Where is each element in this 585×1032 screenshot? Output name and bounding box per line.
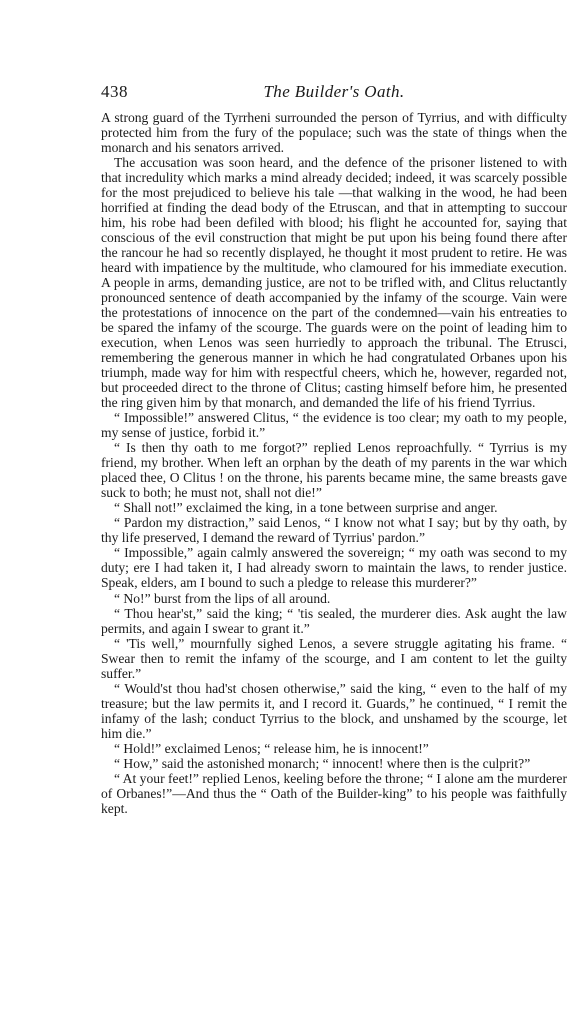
paragraph: “ No!” burst from the lips of all around. <box>114 590 331 606</box>
paragraph: “ At your feet!” replied Lenos, keeling before the throne; “ I alone am the murderer of Orbanes!”—And thus the “ Oath of the Builder-king” to his people was faithfully kept. <box>101 770 567 816</box>
paragraph: “ Pardon my distraction,” said Lenos, “ I know not what I say; but by thy oath, by thy life preserved, I demand the reward of Tyrrius' pardon.” <box>101 515 567 546</box>
book-page <box>101 82 567 816</box>
paragraph: “ Would'st thou had'st chosen otherwise,” said the king, “ even to the half of my treasure; but the law permits it, and I record it. Guards,” he continued, “ I remit the infamy of the lash; conduct Tyrrius to the block, and unshamed by the scourge, let him die.” <box>101 680 567 741</box>
running-head <box>101 82 567 104</box>
paragraph: “ Shall not!” exclaimed the king, in a tone between surprise and anger. <box>114 500 498 516</box>
paragraph: The accusation was soon heard, and the defence of the prisoner listened to with that incredulity which marks a mind already decided; indeed, it was scarcely possible for the most prejudiced to believe his tale —that walking in the wood, he had been horrified at finding the dead body of the Etruscan, and that in attempting to succour him, his robe had been defiled with blood; his flight he accounted for, saying that conscious of the evil construction that might be put upon his being found there after the rancour he had so recently displayed, he thought it most prudent to retire. He was heard with impatience by the multitude, who clamoured for his immediate execution. A people in arms, demanding justice, are not to be trifled with, and Clitus reluctantly pronounced sentence of death accompanied by the infamy of the scourge. Vain were the protestations of innocence on the part of the condemned—vain his entreaties to be spared the infamy of the scourge. The guards were on the point of leading him to execution, when Lenos was seen hurriedly to approach the tribunal. The Etrusci, remembering the generous manner in which he had congratulated Orbanes upon his triumph, made way for him with respectful cheers, which he, however, regarded not, but proceeded direct to the throne of Clitus; casting himself before him, he presented the ring given him by that monarch, and demanded the life of his friend Tyrrius. <box>101 155 567 411</box>
paragraph: “ Is then thy oath to me forgot?” replied Lenos reproachfully. “ Tyrrius is my friend, my brother. When left an orphan by the death of my parents in the war which placed thee, O Clitus ! on the throne, his parents became mine, the same breasts gave suck to both; he must not, shall not die!” <box>101 440 567 501</box>
paragraph: “ Impossible,” again calmly answered the sovereign; “ my oath was second to my duty; ere I had taken it, I had already sworn to maintain the laws, to render justice. Speak, elders, am I bound to such a pledge to release this murderer?” <box>101 545 567 591</box>
body-text <box>101 110 567 816</box>
paragraph: “ 'Tis well,” mournfully sighed Lenos, a severe struggle agitating his frame. “ Swear then to remit the infamy of the scourge, and I am content to let the guilty suffer.” <box>101 635 567 681</box>
paragraph: “ Thou hear'st,” said the king; “ 'tis sealed, the murderer dies. Ask aught the law permits, and again I swear to grant it.” <box>101 605 567 636</box>
paragraph: A strong guard of the Tyrrheni surrounded the person of Tyrrius, and with difficulty protected him from the fury of the populace; such was the state of things when the monarch and his senators arrived. <box>101 110 567 156</box>
paragraph: “ Impossible!” answered Clitus, “ the evidence is too clear; my oath to my people, my sense of justice, forbid it.” <box>101 410 567 441</box>
running-title: The Builder's Oath. <box>263 82 405 101</box>
page-number: 438 <box>101 82 128 101</box>
paragraph: “ Hold!” exclaimed Lenos; “ release him, he is innocent!” <box>114 740 429 756</box>
paragraph: “ How,” said the astonished monarch; “ innocent! where then is the culprit?” <box>114 755 531 771</box>
